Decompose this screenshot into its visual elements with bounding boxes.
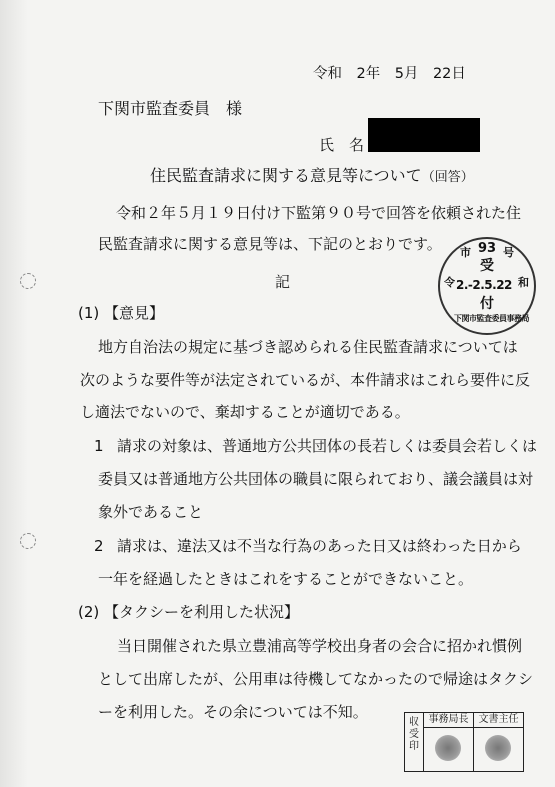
page-left-edge bbox=[0, 0, 28, 787]
chief-column-header: 事務局長 bbox=[424, 713, 473, 728]
stamp-right: 和 bbox=[518, 276, 529, 289]
chief-seal-stamp bbox=[435, 735, 461, 761]
punch-hole bbox=[20, 533, 36, 549]
item-2-line: 一年を経過したときはこれをすることができないこと。 bbox=[98, 570, 474, 588]
letter-date: 令和 2年 5月 22日 bbox=[313, 66, 466, 82]
section-1-line: 次のような要件等が法定されているが、本件請求はこれら要件に反 bbox=[80, 371, 531, 389]
clerk-column-header: 文書主任 bbox=[474, 713, 523, 728]
item-1-number: 1 bbox=[94, 437, 104, 455]
stamp-top-right: 号 bbox=[503, 246, 514, 259]
intro-line-2: 民監査請求に関する意見等は、下記のとおりです。 bbox=[98, 235, 442, 253]
item-1-line: 象外であること bbox=[98, 503, 204, 521]
section-1-line: 地方自治法の規定に基づき認められる住民監査請求については bbox=[98, 338, 518, 356]
item-2-line: 請求は、違法又は不当な行為のあった日又は終わった日から bbox=[117, 537, 522, 555]
ki-heading: 記 bbox=[275, 273, 291, 291]
name-label: 氏 名 bbox=[319, 136, 365, 154]
stamp-number: 93 bbox=[478, 241, 497, 256]
redacted-name bbox=[368, 118, 480, 152]
receipt-label: 収受印 bbox=[409, 717, 419, 752]
section-2-line: として出席したが、公用車は待機してなかったので帰途はタクシ bbox=[98, 670, 534, 688]
reception-stamp bbox=[438, 237, 536, 335]
stamp-bottom: 付 bbox=[480, 296, 494, 312]
document-title bbox=[150, 168, 474, 184]
clerk-seal-stamp bbox=[485, 735, 511, 761]
title-suffix: （回答） bbox=[421, 170, 474, 185]
stamp-date: 2.-2.5.22 bbox=[456, 278, 512, 292]
punch-hole bbox=[20, 273, 36, 289]
stamp-left: 令 bbox=[444, 276, 455, 289]
section-1-line: し適法でないので、棄却することが適切である。 bbox=[80, 403, 410, 421]
title-main: 住民監査請求に関する意見等について bbox=[150, 166, 422, 185]
item-2-number: 2 bbox=[94, 537, 104, 555]
section-2-line: ーを利用した。その余については不知。 bbox=[98, 703, 368, 721]
stamp-center: 受 bbox=[480, 258, 494, 274]
section-2-line: 当日開催された県立豊浦高等学校出身者の会合に招かれ慣例 bbox=[117, 637, 523, 655]
section-2-heading: (2) 【タクシーを利用した状況】 bbox=[78, 603, 300, 621]
section-1-heading: (1) 【意見】 bbox=[78, 304, 165, 322]
approval-seal-table bbox=[404, 712, 524, 772]
item-1-line: 委員又は普通地方公共団体の職員に限られており、議会議員は対 bbox=[98, 470, 534, 488]
addressee: 下関市監査委員 様 bbox=[98, 99, 243, 118]
stamp-office: 下関市監査委員事務局 bbox=[454, 314, 529, 323]
stamp-top-left: 市 bbox=[460, 246, 471, 259]
receipt-column bbox=[405, 713, 424, 771]
intro-line-1: 令和２年５月１９日付け下監第９０号で回答を依頼された住 bbox=[116, 204, 522, 222]
item-1-line: 請求の対象は、普通地方公共団体の長若しくは委員会若しくは bbox=[117, 437, 538, 455]
